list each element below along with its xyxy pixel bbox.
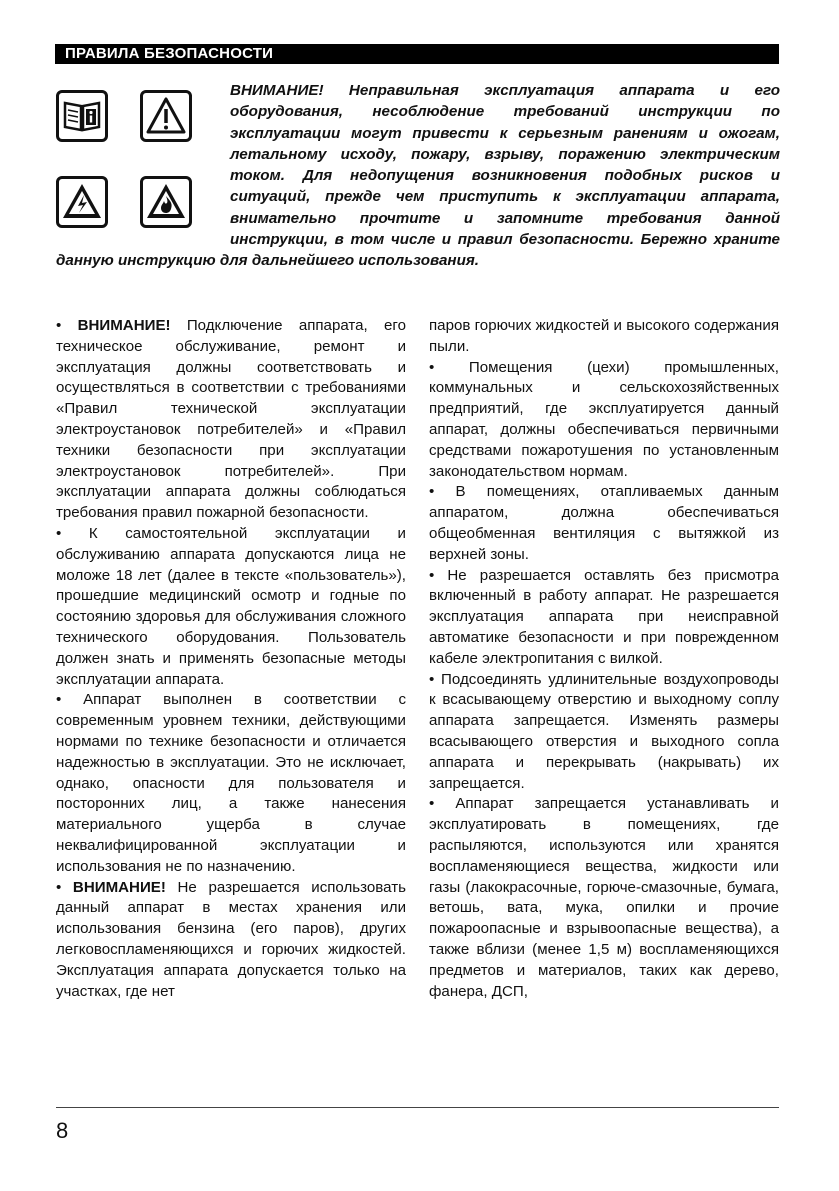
- page-number: 8: [56, 1118, 69, 1143]
- paragraph: • ВНИМАНИЕ! Подключение аппарата, его техническое обслуживание, ремонт и эксплуатация должны соответствовать и осуществляться в соответствии с требованиями «Правил технической эксплуатации электроустановок потребителей» и «Правил техники безопасности при эксплуатации электроустановок потребителей». При эксплуатации аппарата должны соблюдаться требования правил пожарной безопасности.: [56, 317, 406, 522]
- attention-label: ВНИМАНИЕ!: [77, 317, 171, 334]
- warning-text: ВНИМАНИЕ! Неправильная эксплуатация аппарата и его оборудования, несоблюдение требований инструкции по эксплуатации могут привести к серьезным ранениям и ожогам, летальному исходу, пожару, взрыву, поражению электрическим током. Для недопущения возникновения подобных рисков и ситуаций, прежде чем приступить к эксплуатации аппарата, внимательно прочтите и запомните требования данной инструкции, в том числе и правил безопасности. Бережно храните данную инструкцию для дальнейшего использования.: [56, 82, 780, 270]
- right-column: [429, 316, 779, 1002]
- paragraph: паров горючих жидкостей и высокого содержания пыли.: [429, 317, 779, 355]
- left-column: [56, 316, 406, 1002]
- paragraph: • Не разрешается оставлять без присмотра включенный в работу аппарат. Не разрешается эксплуатация аппарата при неисправной автоматике безопасности и при поврежденном кабеле электропитания с вилкой.: [429, 566, 779, 667]
- section-title: ПРАВИЛА БЕЗОПАСНОСТИ: [65, 45, 274, 62]
- section-header: [55, 44, 779, 64]
- paragraph: • Аппарат запрещается устанавливать и эксплуатировать в помещениях, где распыляются, используются или хранятся воспламеняющиеся вещества, жидкости или газы (лакокрасочные, горюче-смазочные, бумага, ветошь, вата, мука, опилки и прочие пожароопасные и взрывоопасные вещества), а также вблизи (менее 1,5 м) воспламеняющихся предметов и материалов, таких как дерево, фанера, ДСП,: [429, 795, 779, 1000]
- paragraph: • В помещениях, отапливаемых данным аппаратом, должна обеспечиваться общеобменная вентиляция с вытяжкой из верхней зоны.: [429, 483, 779, 563]
- paragraph: • Подсоединять удлинительные воздухопроводы к всасывающему отверстию и выходному соплу аппарата запрещается. Изменять размеры всасывающего отверстия и выходного сопла аппарата и перекрывать (накрывать) их запрещается.: [429, 670, 779, 792]
- warning-paragraph: [56, 80, 780, 272]
- paragraph: • ВНИМАНИЕ! Не разрешается использовать данный аппарат в местах хранения или использования бензина (его паров), других легковоспламеняющихся и горючих жидкостей. Эксплуатация аппарата допускается только на участках, где нет: [56, 878, 406, 1000]
- paragraph: • Аппарат выполнен в соответствии с современным уровнем техники, действующими нормами по технике безопасности и отличается надежностью в эксплуатации. Это не исключает, однако, опасности для пользователя и посторонних лиц, а также нанесения материального ущерба в случае неквалифицированной эксплуатации и использования не по назначению.: [56, 691, 406, 875]
- paragraph: • Помещения (цехи) промышленных, коммунальных и сельскохозяйственных предприятий, где эксплуатируется данный аппарат, должны обеспечиваться первичными средствами пожаротушения по установленным законодательством нормам.: [429, 358, 779, 480]
- attention-label: ВНИМАНИЕ!: [72, 878, 166, 896]
- footer-divider: [56, 1107, 779, 1108]
- paragraph: • К самостоятельной эксплуатации и обслуживанию аппарата допускаются лица не моложе 18 лет (далее в тексте «пользователь»), прошедшие медицинский осмотр и годные по состоянию здоровья для обслуживания сложного технического оборудования. Пользователь должен знать и применять безопасные методы эксплуатации аппарата.: [56, 524, 406, 688]
